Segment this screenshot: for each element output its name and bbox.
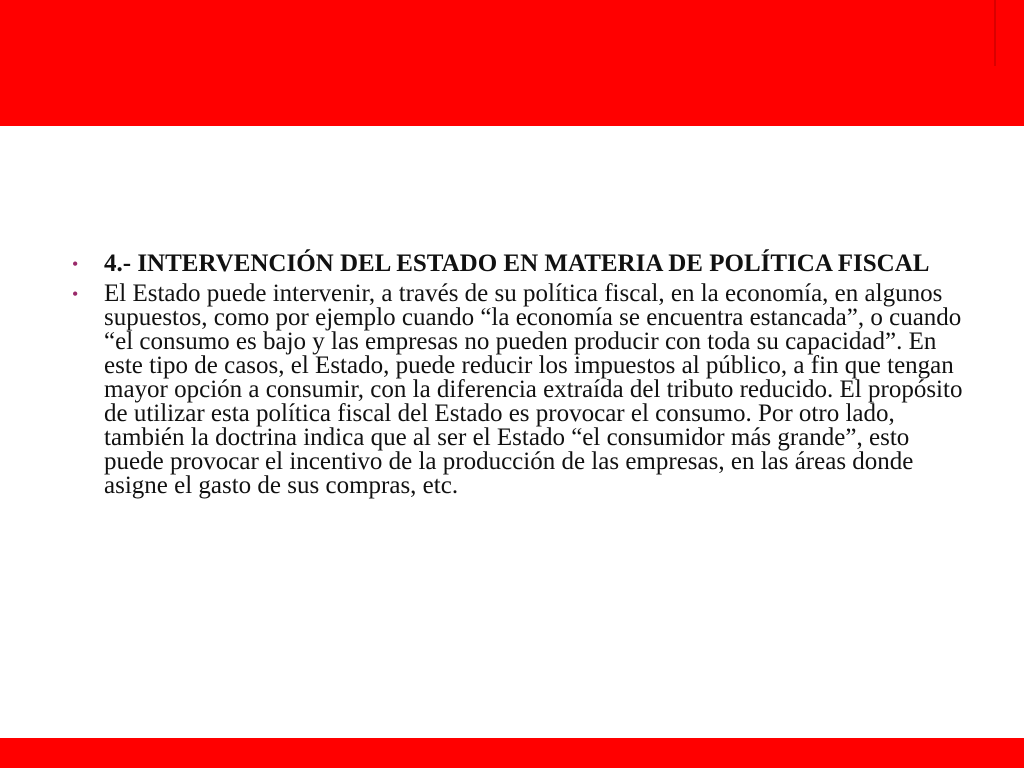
- bullet-list: [72, 252, 972, 498]
- body-text: El Estado puede intervenir, a través de su política fiscal, en la economía, en algunos supuestos, como por ejemplo cuando “la economía se encuentra estancada”, o cuando “el consumo es bajo y las empresas no pueden producir con toda su capacidad”. En este tipo de casos, el Estado, puede reducir los impuestos al público, a fin que tengan mayor opción a consumir, con la diferencia extraída del tributo reducido. El propósito de utilizar esta política fiscal del Estado es provocar el consumo. Por otro lado, también la doctrina indica que al ser el Estado “el consumidor más grande”, esto puede provocar el incentivo de la producción de las empresas, en las áreas donde asigne el gasto de sus compras, etc.: [104, 280, 963, 499]
- bullet-body: [72, 282, 972, 498]
- heading-text: 4.- INTERVENCIÓN DEL ESTADO EN MATERIA DE POLÍTICA FISCAL: [104, 250, 930, 277]
- bullet-dot-icon: •: [72, 284, 79, 304]
- bullet-dot-icon: •: [72, 254, 79, 274]
- bullet-heading: [72, 252, 972, 276]
- top-band-edge-line: [994, 0, 996, 66]
- top-red-band: [0, 0, 1024, 126]
- bottom-red-band: [0, 738, 1024, 768]
- slide-content: [72, 252, 972, 504]
